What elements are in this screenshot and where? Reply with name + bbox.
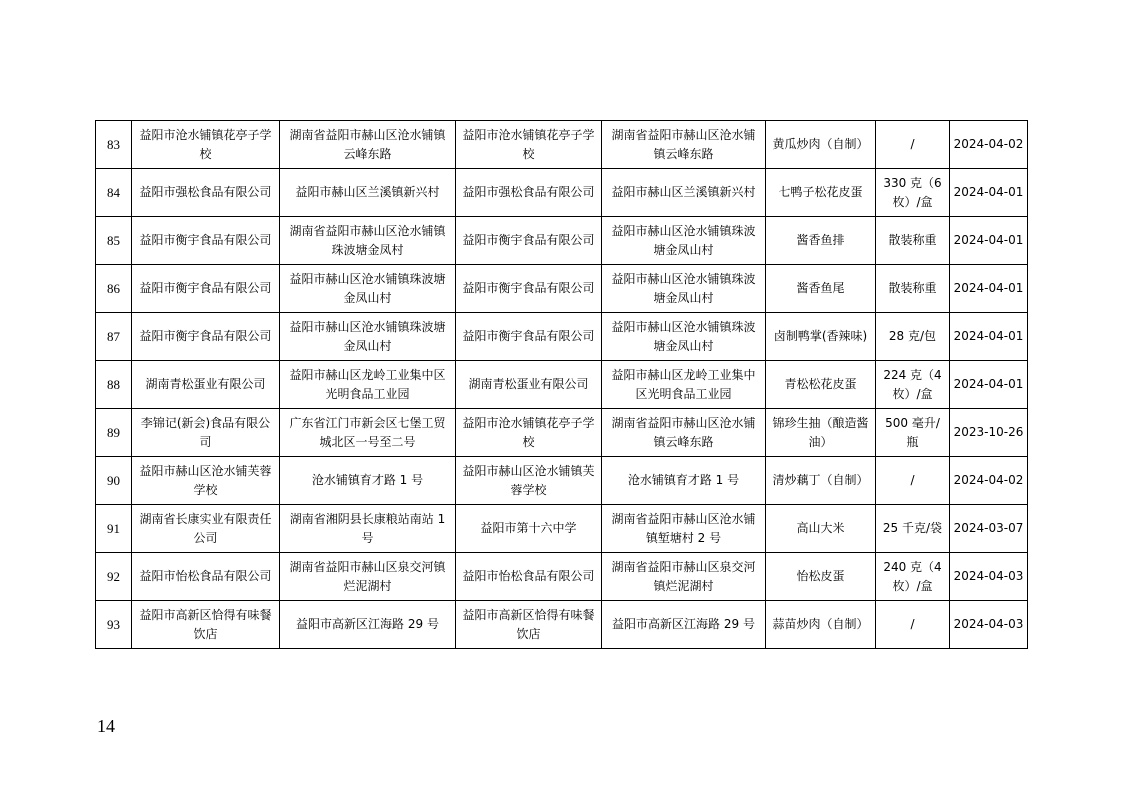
row-number-cell: 86 (96, 265, 132, 313)
product-name-cell: 七鸭子松花皮蛋 (766, 169, 876, 217)
table-body (96, 121, 1028, 649)
table-row (96, 361, 1028, 409)
product-spec-cell: / (876, 601, 950, 649)
sampled-unit-name-cell: 益阳市赫山区沧水铺镇芙蓉学校 (456, 457, 602, 505)
product-spec-cell: 330 克（6 枚）/盒 (876, 169, 950, 217)
table-row (96, 409, 1028, 457)
product-name-cell: 高山大米 (766, 505, 876, 553)
table-row (96, 505, 1028, 553)
product-spec-cell: 500 毫升/瓶 (876, 409, 950, 457)
production-date-cell: 2024-04-01 (950, 265, 1028, 313)
product-spec-cell: 散装称重 (876, 217, 950, 265)
sampled-unit-address-cell: 益阳市赫山区龙岭工业集中区光明食品工业园 (602, 361, 766, 409)
producer-name-cell: 益阳市衡宇食品有限公司 (132, 313, 280, 361)
sampled-unit-address-cell: 湖南省益阳市赫山区泉交河镇烂泥湖村 (602, 553, 766, 601)
table-row (96, 217, 1028, 265)
sampled-unit-address-cell: 益阳市赫山区沧水铺镇珠波塘金凤山村 (602, 217, 766, 265)
table-row (96, 313, 1028, 361)
row-number-cell: 84 (96, 169, 132, 217)
product-name-cell: 卤制鸭掌(香辣味) (766, 313, 876, 361)
producer-address-cell: 湖南省益阳市赫山区沧水铺镇云峰东路 (280, 121, 456, 169)
row-number-cell: 90 (96, 457, 132, 505)
product-spec-cell: / (876, 121, 950, 169)
producer-address-cell: 湖南省益阳市赫山区泉交河镇烂泥湖村 (280, 553, 456, 601)
production-date-cell: 2024-04-03 (950, 553, 1028, 601)
producer-address-cell: 广东省江门市新会区七堡工贸城北区一号至二号 (280, 409, 456, 457)
product-name-cell: 怡松皮蛋 (766, 553, 876, 601)
producer-name-cell: 李锦记(新会)食品有限公司 (132, 409, 280, 457)
table-row (96, 553, 1028, 601)
table-row (96, 265, 1028, 313)
producer-address-cell: 益阳市赫山区沧水铺镇珠波塘金凤山村 (280, 265, 456, 313)
sampled-unit-name-cell: 益阳市衡宇食品有限公司 (456, 217, 602, 265)
product-spec-cell: 散装称重 (876, 265, 950, 313)
product-spec-cell: / (876, 457, 950, 505)
product-name-cell: 蒜苗炒肉（自制） (766, 601, 876, 649)
sampled-unit-name-cell: 益阳市怡松食品有限公司 (456, 553, 602, 601)
production-date-cell: 2024-03-07 (950, 505, 1028, 553)
production-date-cell: 2024-04-01 (950, 169, 1028, 217)
sampled-unit-address-cell: 湖南省益阳市赫山区沧水铺镇堑塘村 2 号 (602, 505, 766, 553)
producer-address-cell: 益阳市赫山区龙岭工业集中区光明食品工业园 (280, 361, 456, 409)
producer-name-cell: 益阳市衡宇食品有限公司 (132, 265, 280, 313)
product-spec-cell: 28 克/包 (876, 313, 950, 361)
producer-address-cell: 益阳市赫山区沧水铺镇珠波塘金凤山村 (280, 313, 456, 361)
sampled-unit-address-cell: 沧水铺镇育才路 1 号 (602, 457, 766, 505)
production-date-cell: 2024-04-01 (950, 217, 1028, 265)
table-row (96, 169, 1028, 217)
sampled-unit-name-cell: 益阳市高新区恰得有味餐饮店 (456, 601, 602, 649)
row-number-cell: 93 (96, 601, 132, 649)
sampled-unit-address-cell: 益阳市赫山区沧水铺镇珠波塘金凤山村 (602, 265, 766, 313)
sampled-unit-name-cell: 益阳市强松食品有限公司 (456, 169, 602, 217)
row-number-cell: 92 (96, 553, 132, 601)
producer-name-cell: 益阳市衡宇食品有限公司 (132, 217, 280, 265)
producer-name-cell: 益阳市怡松食品有限公司 (132, 553, 280, 601)
sampled-unit-address-cell: 湖南省益阳市赫山区沧水铺镇云峰东路 (602, 121, 766, 169)
producer-name-cell: 益阳市高新区恰得有味餐饮店 (132, 601, 280, 649)
producer-name-cell: 湖南青松蛋业有限公司 (132, 361, 280, 409)
sampled-unit-address-cell: 益阳市高新区江海路 29 号 (602, 601, 766, 649)
row-number-cell: 83 (96, 121, 132, 169)
production-date-cell: 2024-04-02 (950, 121, 1028, 169)
product-spec-cell: 224 克（4 枚）/盒 (876, 361, 950, 409)
producer-address-cell: 湖南省湘阴县长康粮站南站 1 号 (280, 505, 456, 553)
producer-address-cell: 益阳市赫山区兰溪镇新兴村 (280, 169, 456, 217)
producer-address-cell: 沧水铺镇育才路 1 号 (280, 457, 456, 505)
product-spec-cell: 25 千克/袋 (876, 505, 950, 553)
sampled-unit-name-cell: 益阳市沧水铺镇花亭子学校 (456, 409, 602, 457)
producer-name-cell: 湖南省长康实业有限责任公司 (132, 505, 280, 553)
row-number-cell: 88 (96, 361, 132, 409)
product-name-cell: 清炒藕丁（自制） (766, 457, 876, 505)
production-date-cell: 2024-04-01 (950, 361, 1028, 409)
producer-address-cell: 益阳市高新区江海路 29 号 (280, 601, 456, 649)
production-date-cell: 2024-04-03 (950, 601, 1028, 649)
sampled-unit-name-cell: 益阳市衡宇食品有限公司 (456, 265, 602, 313)
product-name-cell: 酱香鱼排 (766, 217, 876, 265)
product-name-cell: 酱香鱼尾 (766, 265, 876, 313)
sampled-unit-address-cell: 湖南省益阳市赫山区沧水铺镇云峰东路 (602, 409, 766, 457)
row-number-cell: 85 (96, 217, 132, 265)
sampled-unit-address-cell: 益阳市赫山区沧水铺镇珠波塘金凤山村 (602, 313, 766, 361)
product-spec-cell: 240 克（4 枚）/盒 (876, 553, 950, 601)
row-number-cell: 91 (96, 505, 132, 553)
sampled-unit-name-cell: 益阳市衡宇食品有限公司 (456, 313, 602, 361)
product-name-cell: 锦珍生抽（酿造酱油） (766, 409, 876, 457)
producer-address-cell: 湖南省益阳市赫山区沧水铺镇珠波塘金凤村 (280, 217, 456, 265)
table-row (96, 457, 1028, 505)
sampled-unit-name-cell: 益阳市沧水铺镇花亭子学校 (456, 121, 602, 169)
producer-name-cell: 益阳市沧水铺镇花亭子学校 (132, 121, 280, 169)
sampled-unit-address-cell: 益阳市赫山区兰溪镇新兴村 (602, 169, 766, 217)
row-number-cell: 87 (96, 313, 132, 361)
producer-name-cell: 益阳市强松食品有限公司 (132, 169, 280, 217)
table-row (96, 601, 1028, 649)
production-date-cell: 2024-04-02 (950, 457, 1028, 505)
production-date-cell: 2023-10-26 (950, 409, 1028, 457)
results-table (95, 120, 1028, 649)
product-name-cell: 黄瓜炒肉（自制） (766, 121, 876, 169)
producer-name-cell: 益阳市赫山区沧水铺芙蓉学校 (132, 457, 280, 505)
sampled-unit-name-cell: 湖南青松蛋业有限公司 (456, 361, 602, 409)
product-name-cell: 青松松花皮蛋 (766, 361, 876, 409)
production-date-cell: 2024-04-01 (950, 313, 1028, 361)
row-number-cell: 89 (96, 409, 132, 457)
table-row (96, 121, 1028, 169)
page-number: 14 (97, 716, 115, 736)
sampled-unit-name-cell: 益阳市第十六中学 (456, 505, 602, 553)
